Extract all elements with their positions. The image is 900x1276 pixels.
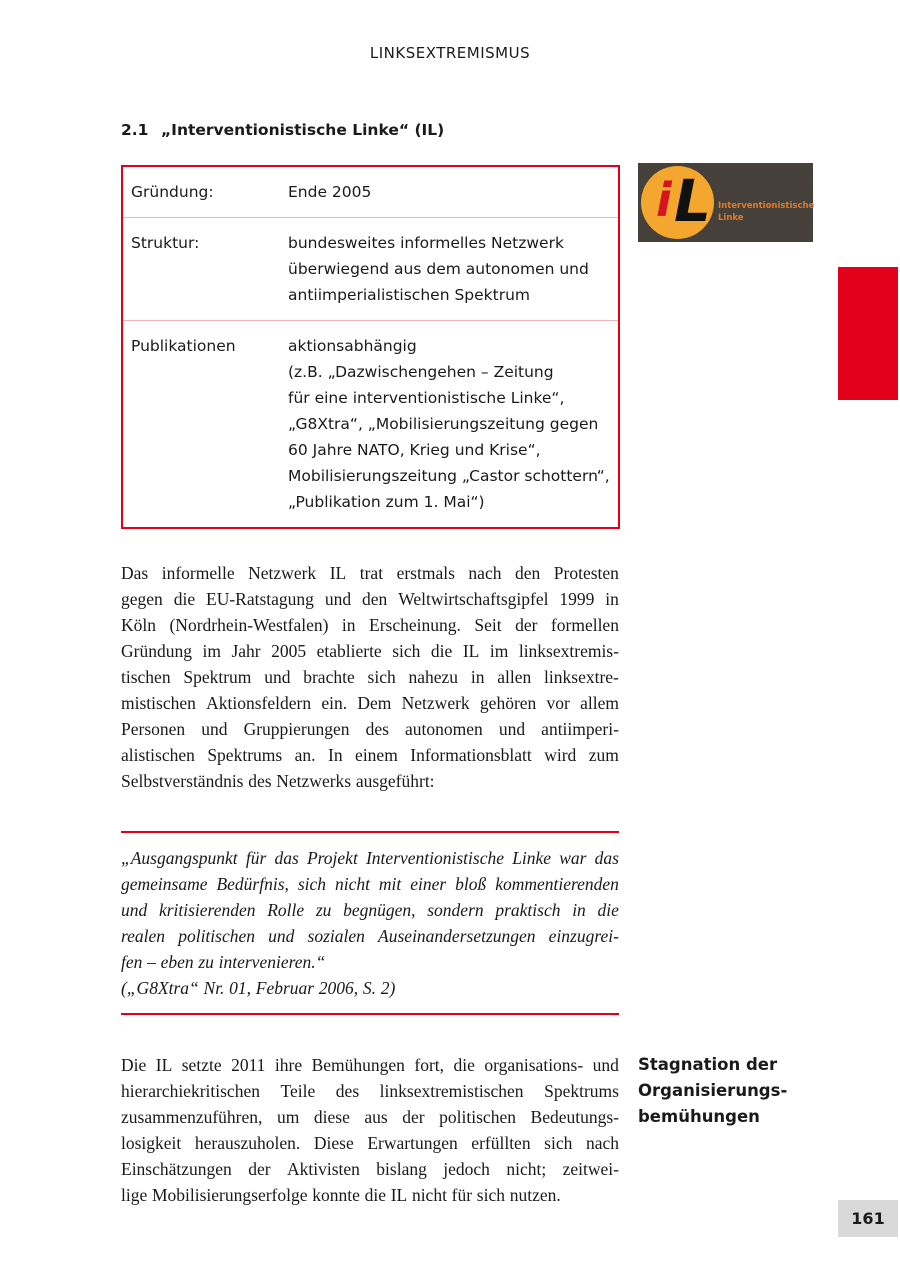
quote-block bbox=[121, 845, 619, 1001]
fact-value-line: überwiegend aus dem autonomen und bbox=[288, 260, 589, 278]
fact-value-line: „Publikation zum 1. Mai“) bbox=[288, 493, 485, 511]
text-line: mistischen Aktionsfeldern ein. Dem Netzwerk gehören vor allem bbox=[121, 693, 619, 713]
fact-row bbox=[123, 217, 618, 320]
logo-letter-i: i bbox=[656, 173, 672, 227]
text-line: gegen die EU-Ratstagung und den Weltwirtschaftsgipfel 1999 in bbox=[121, 589, 619, 609]
fact-row bbox=[123, 167, 618, 217]
fact-value-line: Mobilisierungszeitung „Castor schottern“, bbox=[288, 467, 610, 485]
text-line: Selbstverständnis des Netzwerks ausgeführt: bbox=[121, 771, 435, 791]
text-line: lige Mobilisierungserfolge konnte die IL nicht für sich nutzen. bbox=[121, 1185, 561, 1205]
fact-label: Struktur: bbox=[131, 234, 200, 252]
margin-note-line: Organisierungs- bbox=[638, 1081, 788, 1100]
quote-rule-top bbox=[121, 831, 619, 833]
fact-value-line: „G8Xtra“, „Mobilisierungszeitung gegen bbox=[288, 415, 599, 433]
margin-note-line: bemühungen bbox=[638, 1107, 760, 1126]
logo-text bbox=[718, 200, 814, 224]
fact-row bbox=[123, 320, 618, 527]
fact-value-line: bundesweites informelles Netzwerk bbox=[288, 234, 564, 252]
il-logo bbox=[638, 163, 813, 242]
running-head: LINKSEXTREMISMUS bbox=[369, 44, 531, 62]
text-line: Die IL setzte 2011 ihre Bemühungen fort, die organisations- und bbox=[121, 1055, 619, 1075]
body-paragraph-2 bbox=[121, 1052, 619, 1208]
fact-value bbox=[288, 333, 618, 515]
text-line: tischen Spektrum und brachte sich nahezu in allen linksextre- bbox=[121, 667, 619, 687]
logo-letter-l: L bbox=[674, 167, 711, 235]
body-paragraph-1 bbox=[121, 560, 619, 794]
section-heading bbox=[121, 121, 444, 139]
logo-text-line: Interventionistische bbox=[718, 201, 815, 211]
fact-value-line: 60 Jahre NATO, Krieg und Krise“, bbox=[288, 441, 541, 459]
text-line: realen politischen und sozialen Auseinandersetzungen einzugrei- bbox=[121, 926, 619, 946]
text-line: und kritisierenden Rolle zu begnügen, sondern praktisch in die bbox=[121, 900, 619, 920]
fact-table bbox=[121, 165, 620, 529]
page-number: 161 bbox=[838, 1200, 898, 1237]
fact-label: Gründung: bbox=[131, 183, 214, 201]
fact-value bbox=[288, 179, 618, 205]
text-line: Das informelle Netzwerk IL trat erstmals nach den Protesten bbox=[121, 563, 619, 583]
fact-value-line: antiimperialistischen Spektrum bbox=[288, 286, 531, 304]
fact-value-line: für eine interventionistische Linke“, bbox=[288, 389, 565, 407]
fact-value-line: (z.B. „Dazwischengehen – Zeitung bbox=[288, 363, 554, 381]
text-line: („G8Xtra“ Nr. 01, Februar 2006, S. 2) bbox=[121, 978, 396, 998]
text-line: alistischen Spektrums an. In einem Informationsblatt wird zum bbox=[121, 745, 619, 765]
fact-value-line: Ende 2005 bbox=[288, 183, 372, 201]
text-line: hierarchiekritischen Teile des linksextremistischen Spektrums bbox=[121, 1081, 619, 1101]
text-line: Gründung im Jahr 2005 etablierte sich die IL im linksextremis- bbox=[121, 641, 619, 661]
fact-value bbox=[288, 230, 618, 308]
text-line: Personen und Gruppierungen des autonomen und antiimperi- bbox=[121, 719, 619, 739]
fact-value-line: aktionsabhängig bbox=[288, 337, 417, 355]
fact-label: Publikationen bbox=[131, 337, 236, 355]
section-title: „Interventionistische Linke“ (IL) bbox=[161, 121, 445, 139]
text-line: fen – eben zu intervenieren.“ bbox=[121, 952, 326, 972]
logo-text-line: Linke bbox=[718, 213, 744, 223]
chapter-tab bbox=[838, 267, 898, 400]
quote-rule-bottom bbox=[121, 1013, 619, 1015]
margin-note-line: Stagnation der bbox=[638, 1055, 778, 1074]
text-line: losigkeit herauszuholen. Diese Erwartungen erfüllten sich nach bbox=[121, 1133, 619, 1153]
text-line: Köln (Nordrhein-Westfalen) in Erscheinung. Seit der formellen bbox=[121, 615, 619, 635]
text-line: zusammenzuführen, um diese aus der politischen Bedeutungs- bbox=[121, 1107, 619, 1127]
margin-note bbox=[638, 1052, 787, 1130]
text-line: Einschätzungen der Aktivisten bislang jedoch nicht; zeitwei- bbox=[121, 1159, 619, 1179]
text-line: gemeinsame Bedürfnis, sich nicht mit einer bloß kommentierenden bbox=[121, 874, 619, 894]
text-line: „Ausgangspunkt für das Projekt Interventionistische Linke war das bbox=[121, 848, 619, 868]
section-number: 2.1 bbox=[121, 121, 149, 139]
